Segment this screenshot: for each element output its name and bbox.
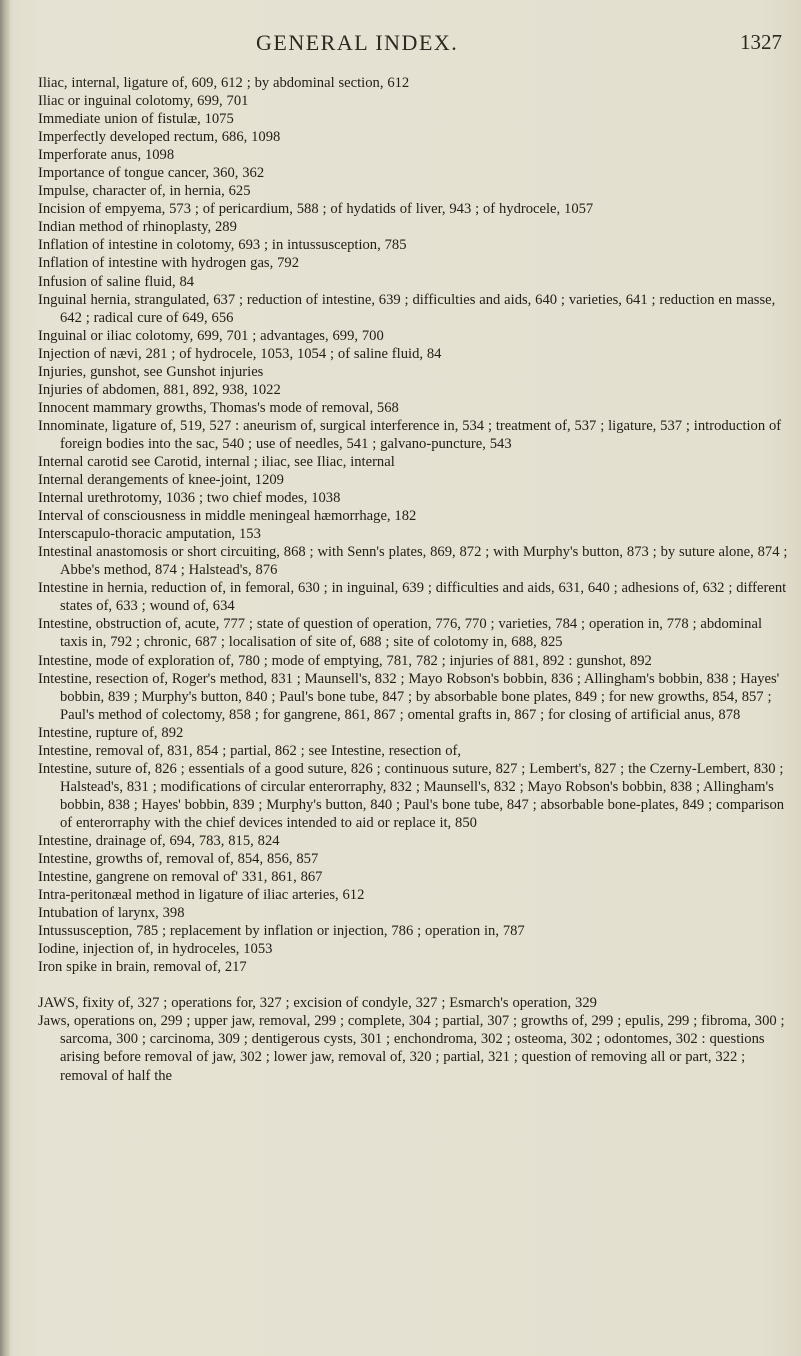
index-entry: Interscapulo-thoracic amputation, 153: [38, 526, 261, 543]
index-entry: Iliac or inguinal colotomy, 699, 701: [38, 93, 249, 110]
index-entry: Intestine, removal of, 831, 854 ; partial, 862 ; see Intestine, resection of,: [38, 742, 462, 759]
index-entry: Intestine, mode of exploration of, 780 ; mode of emptying, 781, 782 ; injuries of 881, 892 : gunshot, 892: [38, 652, 652, 669]
page-number: 1327: [740, 30, 782, 54]
index-entry: Injuries of abdomen, 881, 892, 938, 1022: [38, 381, 281, 398]
index-entry: Inflation of intestine with hydrogen gas, 792: [38, 255, 300, 272]
running-header: [0, 30, 801, 56]
index-entry: Intra-peritonæal method in ligature of iliac arteries, 612: [38, 887, 365, 904]
index-entry: Intestine, growths of, removal of, 854, 856, 857: [38, 851, 319, 868]
index-entry: Innominate, ligature of, 519, 527 : aneurism of, surgical interference in, 534 ; treatment of, 537 ; ligature, 537 ; introduction of foreign bodies into the sac, 540 ; use of needles, 541 ; galvano-puncture, 543: [38, 417, 782, 452]
index-entry: Importance of tongue cancer, 360, 362: [38, 165, 265, 182]
index-entry: Inguinal hernia, strangulated, 637 ; reduction of intestine, 639 ; difficulties and aids, 640 ; varieties, 641 ; reduction en masse, 642 ; radical cure of 649, 656: [38, 291, 776, 326]
index-entry: Intestine in hernia, reduction of, in femoral, 630 ; in inguinal, 639 ; difficulties and aids, 631, 640 ; adhesions of, 632 ; different states of, 633 ; wound of, 634: [38, 580, 787, 615]
index-entry: Intestine, suture of, 826 ; essentials of a good suture, 826 ; continuous suture, 827 ; Lembert's, 827 ; the Czerny-Lembert, 830 ; Halstead's, 831 ; modifications of circular enterorraphy, 832 ; Maunsell's, 832 ; Mayo Robson's bobbin, 838 ; Allingham's bobbin, 838 ; Hayes' bobbin, 839 ; Murphy's button, 840 ; Paul's bone tube, 847 ; absorbable bone-plates, 849 ; comparison of enterorraphy with the chief devices intended to aid or replace it, 850: [38, 760, 785, 831]
index-entry: Intubation of larynx, 398: [38, 905, 185, 922]
index-entry: Intussusception, 785 ; replacement by inflation or injection, 786 ; operation in, 787: [38, 923, 525, 940]
index-entry: Indian method of rhinoplasty, 289: [38, 219, 237, 236]
index-entry: Incision of empyema, 573 ; of pericardium, 588 ; of hydatids of liver, 943 ; of hydrocele, 1057: [38, 201, 594, 218]
index-entry: Interval of consciousness in middle meningeal hæmorrhage, 182: [38, 508, 417, 525]
index-entry: Intestine, drainage of, 694, 783, 815, 824: [38, 832, 280, 849]
index-entry: Innocent mammary growths, Thomas's mode of removal, 568: [38, 399, 399, 416]
index-entry: Internal urethrotomy, 1036 ; two chief modes, 1038: [38, 490, 341, 507]
index-entry: Impulse, character of, in hernia, 625: [38, 183, 251, 200]
index-entry: Intestine, rupture of, 892: [38, 724, 184, 741]
index-entry: Internal carotid see Carotid, internal ; iliac, see Iliac, internal: [38, 453, 395, 470]
index-entry: Iodine, injection of, in hydroceles, 1053: [38, 941, 273, 958]
index-entry: Injection of nævi, 281 ; of hydrocele, 1053, 1054 ; of saline fluid, 84: [38, 345, 442, 362]
index-entry: Internal derangements of knee-joint, 1209: [38, 472, 284, 489]
index-entry: Inflation of intestine in colotomy, 693 ; in intussusception, 785: [38, 237, 407, 254]
index-entry: Iliac, internal, ligature of, 609, 612 ; by abdominal section, 612: [38, 75, 410, 91]
index-entry: Iron spike in brain, removal of, 217: [38, 959, 247, 976]
index-entry: Immediate union of fistulæ, 1075: [38, 111, 234, 128]
index-entry: Jaws, operations on, 299 ; upper jaw, removal, 299 ; complete, 304 ; partial, 307 ; growths of, 299 ; epulis, 299 ; fibroma, 300 ; sarcoma, 300 ; carcinoma, 309 ; dentigerous cysts, 301 ; enchondroma, 302 ; osteoma, 302 ; odontomes, 302 : questions arising before removal of jaw, 302 ; lower jaw, removal of, 320 ; partial, 321 ; question of removing all or part, 322 ; removal of half the: [38, 1013, 785, 1084]
index-entry: Inguinal or iliac colotomy, 699, 701 ; advantages, 699, 700: [38, 327, 384, 344]
index-entry: Infusion of saline fluid, 84: [38, 273, 195, 290]
index-entry: Intestine, gangrene on removal of' 331, 861, 867: [38, 869, 323, 886]
index-entry: Intestinal anastomosis or short circuiting, 868 ; with Senn's plates, 869, 872 ; with Murphy's button, 873 ; by suture alone, 874 ; Abbe's method, 874 ; Halstead's, 876: [38, 544, 788, 579]
index-entry: Injuries, gunshot, see Gunshot injuries: [38, 363, 264, 380]
index-entry: Imperfectly developed rectum, 686, 1098: [38, 129, 281, 146]
page-title: GENERAL INDEX.: [256, 30, 459, 55]
index-entry: Imperforate anus, 1098: [38, 147, 175, 164]
index-entry: Intestine, obstruction of, acute, 777 ; state of question of operation, 776, 770 ; varieties, 784 ; operation in, 778 ; abdominal taxis in, 792 ; chronic, 687 ; localisation of site of, 688 ; site of colotomy in, 688, 825: [38, 616, 763, 651]
page-binding-edge: [0, 0, 10, 1356]
index-body: [38, 74, 790, 1085]
index-entry: JAWS, fixity of, 327 ; operations for, 327 ; excision of condyle, 327 ; Esmarch's operation, 329: [38, 995, 597, 1012]
section-gap: [38, 976, 790, 994]
index-entry: Intestine, resection of, Roger's method, 831 ; Maunsell's, 832 ; Mayo Robson's bobbin, 836 ; Allingham's bobbin, 838 ; Hayes' bobbin, 839 ; Murphy's button, 840 ; Paul's bone tube, 847 ; by absorbable bone plates, 849 ; for new growths, 854, 857 ; Paul's method of colectomy, 858 ; for gangrene, 861, 867 ; omental grafts in, 867 ; for closing of artificial anus, 878: [38, 670, 780, 723]
